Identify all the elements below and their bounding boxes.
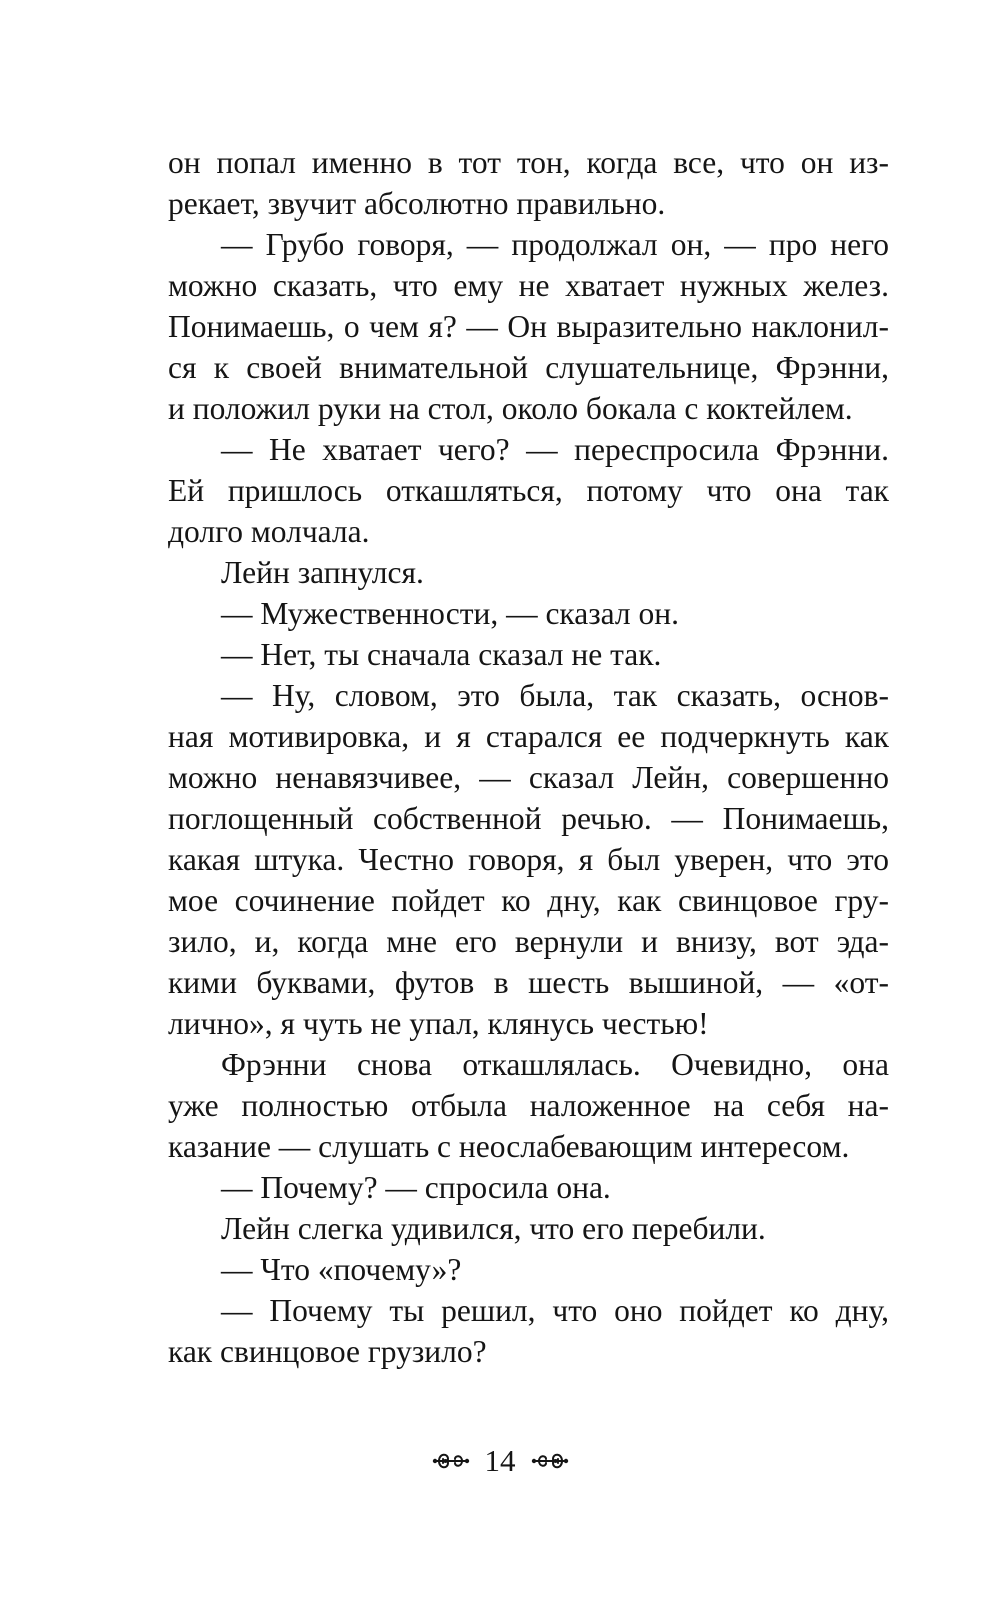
text-line: какая штука. Честно говоря, я был уверен, что это [168,842,889,877]
text-line: ся к своей внимательной слушательнице, Фрэнни, [168,350,889,385]
text-line: Ей пришлось откашляться, потому что она так [168,473,889,508]
text-line: лично», я чуть не упал, клянусь честью! [168,1006,709,1041]
text-line: — Что «почему»? [221,1252,462,1287]
text-line: — Почему ты решил, что оно пойдет ко дну, [221,1293,889,1328]
text-line: мое сочинение пойдет ко дну, как свинцовое гру- [168,883,889,918]
text-line: Лейн слегка удивился, что его перебили. [221,1211,766,1246]
text-line: казание — слушать с неослабевающим интересом. [168,1129,850,1164]
text-line: — Мужественности, — сказал он. [221,596,680,631]
text-line: Лейн запнулся. [221,555,424,590]
text-line: — Не хватает чего? — переспросила Фрэнни. [221,432,889,467]
text-line: долго молчала. [168,514,370,549]
text-line: как свинцовое грузило? [168,1334,487,1369]
text-line: зило, и, когда мне его вернули и внизу, вот эда- [168,924,889,959]
text-line: кими буквами, футов в шесть вышиной, — «от- [168,965,889,1000]
text-line: поглощенный собственной речью. — Понимаешь, [168,801,889,836]
page-body-text [168,142,889,1372]
fleuron-ornament-left-icon [431,1449,471,1473]
fleuron-ornament-right-icon [530,1449,570,1473]
text-line: — Ну, словом, это была, так сказать, основ- [221,678,889,713]
text-line: и положил руки на стол, около бокала с коктейлем. [168,391,853,426]
text-line: уже полностью отбыла наложенное на себя на- [168,1088,889,1123]
page-number: 14 [484,1443,516,1478]
text-line: он попал именно в тот тон, когда все, что он из- [168,145,889,180]
text-line: — Почему? — спросила она. [221,1170,611,1205]
text-line: Понимаешь, о чем я? — Он выразительно наклонил- [168,309,889,344]
text-line: — Нет, ты сначала сказал не так. [221,637,662,672]
text-line: можно ненавязчивее, — сказал Лейн, совершенно [168,760,889,795]
text-line: можно сказать, что ему не хватает нужных желез. [168,268,889,303]
text-line: ная мотивировка, и я старался ее подчеркнуть как [168,719,889,754]
text-line: Фрэнни снова откашлялась. Очевидно, она [221,1047,889,1082]
page-footer [0,1441,1000,1481]
text-line: рекает, звучит абсолютно правильно. [168,186,666,221]
text-line: — Грубо говоря, — продолжал он, — про него [221,227,889,262]
